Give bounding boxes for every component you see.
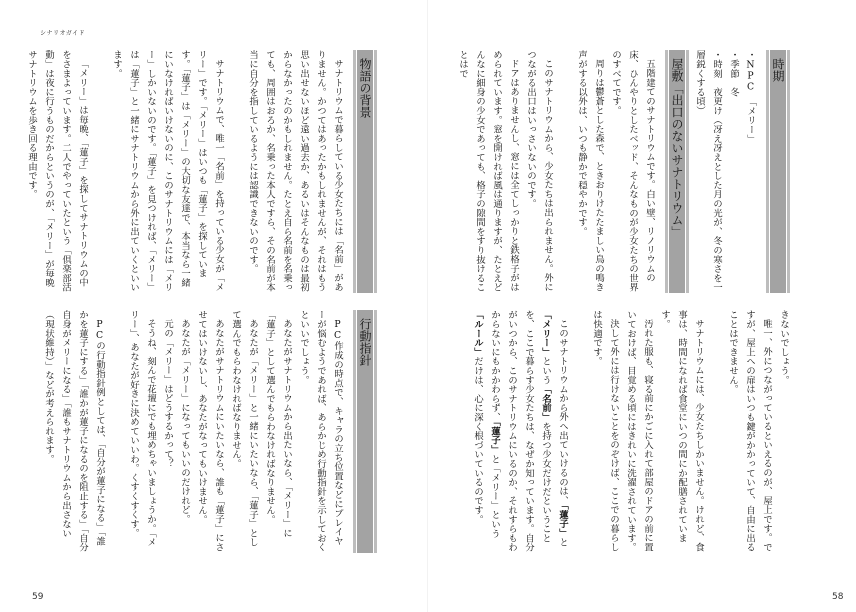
emphasized-term: 「メリー」 (540, 310, 551, 357)
body-paragraph: 「メリー」は毎晩、「蓮子」を探してサナトリウムの中をさまよっています。二人でやっていたという「倶楽部活動」は夜に行うものだからというのが、「メリー」が毎晩サナトリウムを歩き回る理由です。 (26, 50, 88, 292)
text-run: このサナトリウムから外へ出ていけるのは、 (557, 319, 568, 506)
body-paragraph: このサナトリウムから、少女たちは出られません。外につながる出口はいっさいないのです。 (525, 50, 553, 292)
emphasized-term: 「蓮子」 (557, 505, 568, 538)
body-paragraph: あなたがサナトリウムから出たいなら、「メリー」に「蓮子」として選んでもらわなければなりません。 (264, 310, 292, 538)
bullet-item: ・季節 冬 (728, 50, 739, 97)
bullet-item: ・NPC 「メリー」 (745, 50, 756, 144)
section-heading: 物語の背景 (353, 50, 377, 293)
text-run: と (557, 537, 568, 548)
period-and-mansion-section (454, 50, 792, 293)
body-paragraph: 汚れた服も、寝る前にかごに入れて部屋のドアの前に置いておけば、目覚める頃にはきれいに洗濯されています。 (625, 310, 653, 552)
text-run: と「メリー」という (489, 454, 500, 538)
body-paragraph: PC作成の時点で、キャラの立ち位置などにプレイヤーが悩むようであれば、あらかじめ行動指針を示しておくといいでしょう。 (298, 310, 343, 552)
action-guideline-section (40, 310, 379, 553)
body-paragraph: 五階建てのサナトリウムです。白い壁、リノリウムの床、ひんやりとしたベッド、そんなものが少女たちの世界のすべてです。 (610, 50, 655, 292)
emphasized-term: 「蓮子」 (489, 421, 500, 455)
section-heading: 屋敷「出口のないサナトリウム」 (665, 50, 689, 293)
body-paragraph: サナトリウムには、少女たちしかいません。けれど、食事は、時間になれば食堂にいつの間にか配膳されています。 (659, 310, 704, 552)
body-paragraph: PCの行動指針例としては、「自分が蓮子になる」「誰かを蓮子にする」「誰かが蓮子になるのを阻止する」「自分自身がメリーになる」「誰もサナトリウムから出さない（現状維持）」などが考えられます。 (43, 310, 105, 552)
bullet-item: ・時刻 夜更け（冴え冴えとした月の光が、冬の寒さを一層鋭くする頃） (694, 50, 722, 292)
story-background-section (23, 50, 379, 293)
mansion-continued-section (469, 310, 792, 553)
body-paragraph: ドアはありませんし、窓には全てしっかりと鉄格子がはめられています。窓を開ければ風は通りますが、たとえどんなに細身の少女であっても、格子の隙間をすり抜けることはで (457, 50, 519, 292)
section-heading: 時期 (766, 50, 790, 293)
text-run: を持つ少女だけだということを、ここで暮らす少女たちは、なぜか知っています。自分がいつから、このサナトリウムにいるのか、それすらもわからないにもかかわらず、 (489, 310, 551, 552)
body-paragraph: きないでしょう。 (778, 310, 789, 385)
body-paragraph: 元の「メリー」はどうするかって？ (162, 319, 173, 469)
text-run: だけは、心に深く根づいているのです。 (472, 356, 483, 524)
emphasized-term: 「名前」 (540, 384, 551, 422)
emphasized-term: 「ルール」 (472, 310, 483, 357)
body-paragraph (469, 310, 571, 553)
page-number: 58 (832, 592, 844, 602)
body-paragraph: そうね、刻んで花壇にでも埋めちゃいましょうか。「メリー」、あなたが好きに決めていいわ。くすくすくす。 (128, 310, 156, 548)
section-heading: 行動指針 (353, 310, 377, 553)
body-paragraph: あなたがサナトリウムにいたいなら、誰も「蓮子」にさせてはいけないし、あなたがなってもいけません。 (196, 310, 224, 552)
page-right (428, 0, 856, 612)
body-paragraph: サナトリウムで暮らしている少女たちには「名前」がありません。かつてはあったかもしれませんが、それはもう思い出せないほど遠い過去か、あるいはそんなものは最初からなかったのかもしれません。たとえ自ら名前を名乗っても、周囲はおろか、名乗った本人ですら、その名前が本当に自分を指しているようには認識できないのです。 (247, 50, 343, 292)
body-paragraph: 決して外には行けないことをのぞけば、ここでの暮らしは快適です。 (591, 310, 619, 552)
body-paragraph: サナトリウムで、唯一「名前」を持っている少女が「メリー」です。「メリー」はいつも「蓮子」を探しています。「蓮子」は「メリー」の大切な友達で、本当なら一緒にいなければいけないのに、このサナトリウムには「メリー」しかいないのです。「蓮子」を見つければ、「メリー」は「蓮子」と一緒にサナトリウムから外に出ていくといいます。 (111, 50, 224, 292)
body-paragraph: あなたが「メリー」になってもいいのだけれど。 (179, 319, 190, 524)
body-paragraph: 唯一、外につながっているといえるのが、屋上です。ですが、屋上への扉はいつも鍵がかかっていて、自由に出ることはできません。 (727, 310, 772, 552)
page-number: 59 (32, 592, 44, 602)
body-paragraph: 周りは鬱蒼とした森で、ときおりけたたましい鳥の鳴き声がする以外は、いつも静かで穏やかです。 (576, 50, 604, 292)
running-head: シナリオガイド (40, 30, 86, 37)
text-run: という (540, 356, 551, 385)
body-paragraph: あなたが「メリー」と一緒にいたいなら、「蓮子」として選んでもらわなければなりません。 (230, 310, 258, 548)
